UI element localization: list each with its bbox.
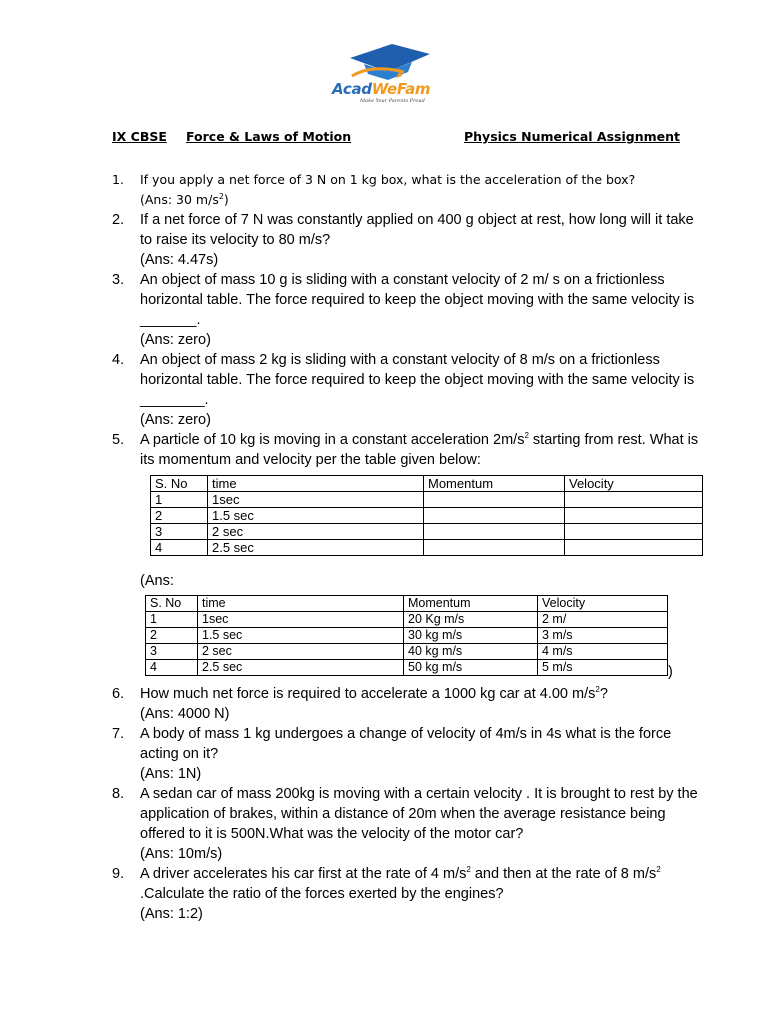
table-cell: 1sec [198,612,404,628]
table-cell: 4 [146,660,198,676]
table-cell: 1.5 sec [198,628,404,644]
table-cell: 1.5 sec [208,508,424,524]
table-row [146,644,668,660]
table-cell [565,508,703,524]
answer-3: (Ans: zero) [140,332,211,348]
chapter-heading: Force & Laws of Motion [186,129,352,144]
logo [330,42,440,104]
table-row [146,628,668,644]
table-header-cell: time [208,476,424,492]
table-cell: 40 kg m/s [404,644,538,660]
table-cell: 20 Kg m/s [404,612,538,628]
table-row [146,660,668,676]
table-cell: 3 m/s [538,628,668,644]
table-cell [565,540,703,556]
table-cell: 30 kg m/s [404,628,538,644]
answer-table [145,595,668,676]
table-cell: 50 kg m/s [404,660,538,676]
assignment-heading: Physics Numerical Assignment [464,129,680,144]
table-cell: 1 [151,492,208,508]
table-header-cell: S. No [151,476,208,492]
question-1: 1. If you apply a net force of 3 N on 1 kg box, what is the acceleration of the box? [112,172,636,187]
table-cell: 1 [146,612,198,628]
answer-5-close: ) [668,664,673,680]
table-cell: 5 m/s [538,660,668,676]
table-cell [565,492,703,508]
table-cell: 1sec [208,492,424,508]
table-header-row [151,476,703,492]
table-header-cell: Momentum [424,476,565,492]
table-cell: 4 m/s [538,644,668,660]
table-cell [424,540,565,556]
table-header-row [146,596,668,612]
answer-5-label: (Ans: [140,573,174,589]
answer-8: (Ans: 10m/s) [140,846,223,862]
question-table [150,475,703,556]
graduation-cap-icon [342,42,432,80]
table-cell [565,524,703,540]
answer-4: (Ans: zero) [140,412,211,428]
table-header-cell: time [198,596,404,612]
table-header-cell: Momentum [404,596,538,612]
table-cell [424,524,565,540]
table-cell: 3 [151,524,208,540]
table-cell: 3 [146,644,198,660]
table-cell: 2 sec [208,524,424,540]
table-row [146,612,668,628]
table-header-cell: Velocity [538,596,668,612]
answer-9: (Ans: 1:2) [140,906,203,922]
class-heading: IX CBSE [112,129,167,144]
table-row [151,508,703,524]
table-cell [424,508,565,524]
tagline: Make Your Parents Proud [360,98,425,104]
table-row [151,492,703,508]
answer-7: (Ans: 1N) [140,766,202,782]
table-header-cell: Velocity [565,476,703,492]
answer-6: (Ans: 4000 N) [140,706,230,722]
table-row [151,524,703,540]
brand-name: AcadWeFam [332,80,431,98]
answer-2: (Ans: 4.47s) [140,252,219,268]
table-header-cell: S. No [146,596,198,612]
table-cell: 2 sec [198,644,404,660]
table-cell: 2 m/ [538,612,668,628]
table-cell: 2 [151,508,208,524]
table-cell: 2.5 sec [198,660,404,676]
table-cell: 2.5 sec [208,540,424,556]
table-row [151,540,703,556]
table-cell: 4 [151,540,208,556]
answer-1: (Ans: 30 $m/s^2$) [140,191,229,207]
table-cell: 2 [146,628,198,644]
table-cell [424,492,565,508]
